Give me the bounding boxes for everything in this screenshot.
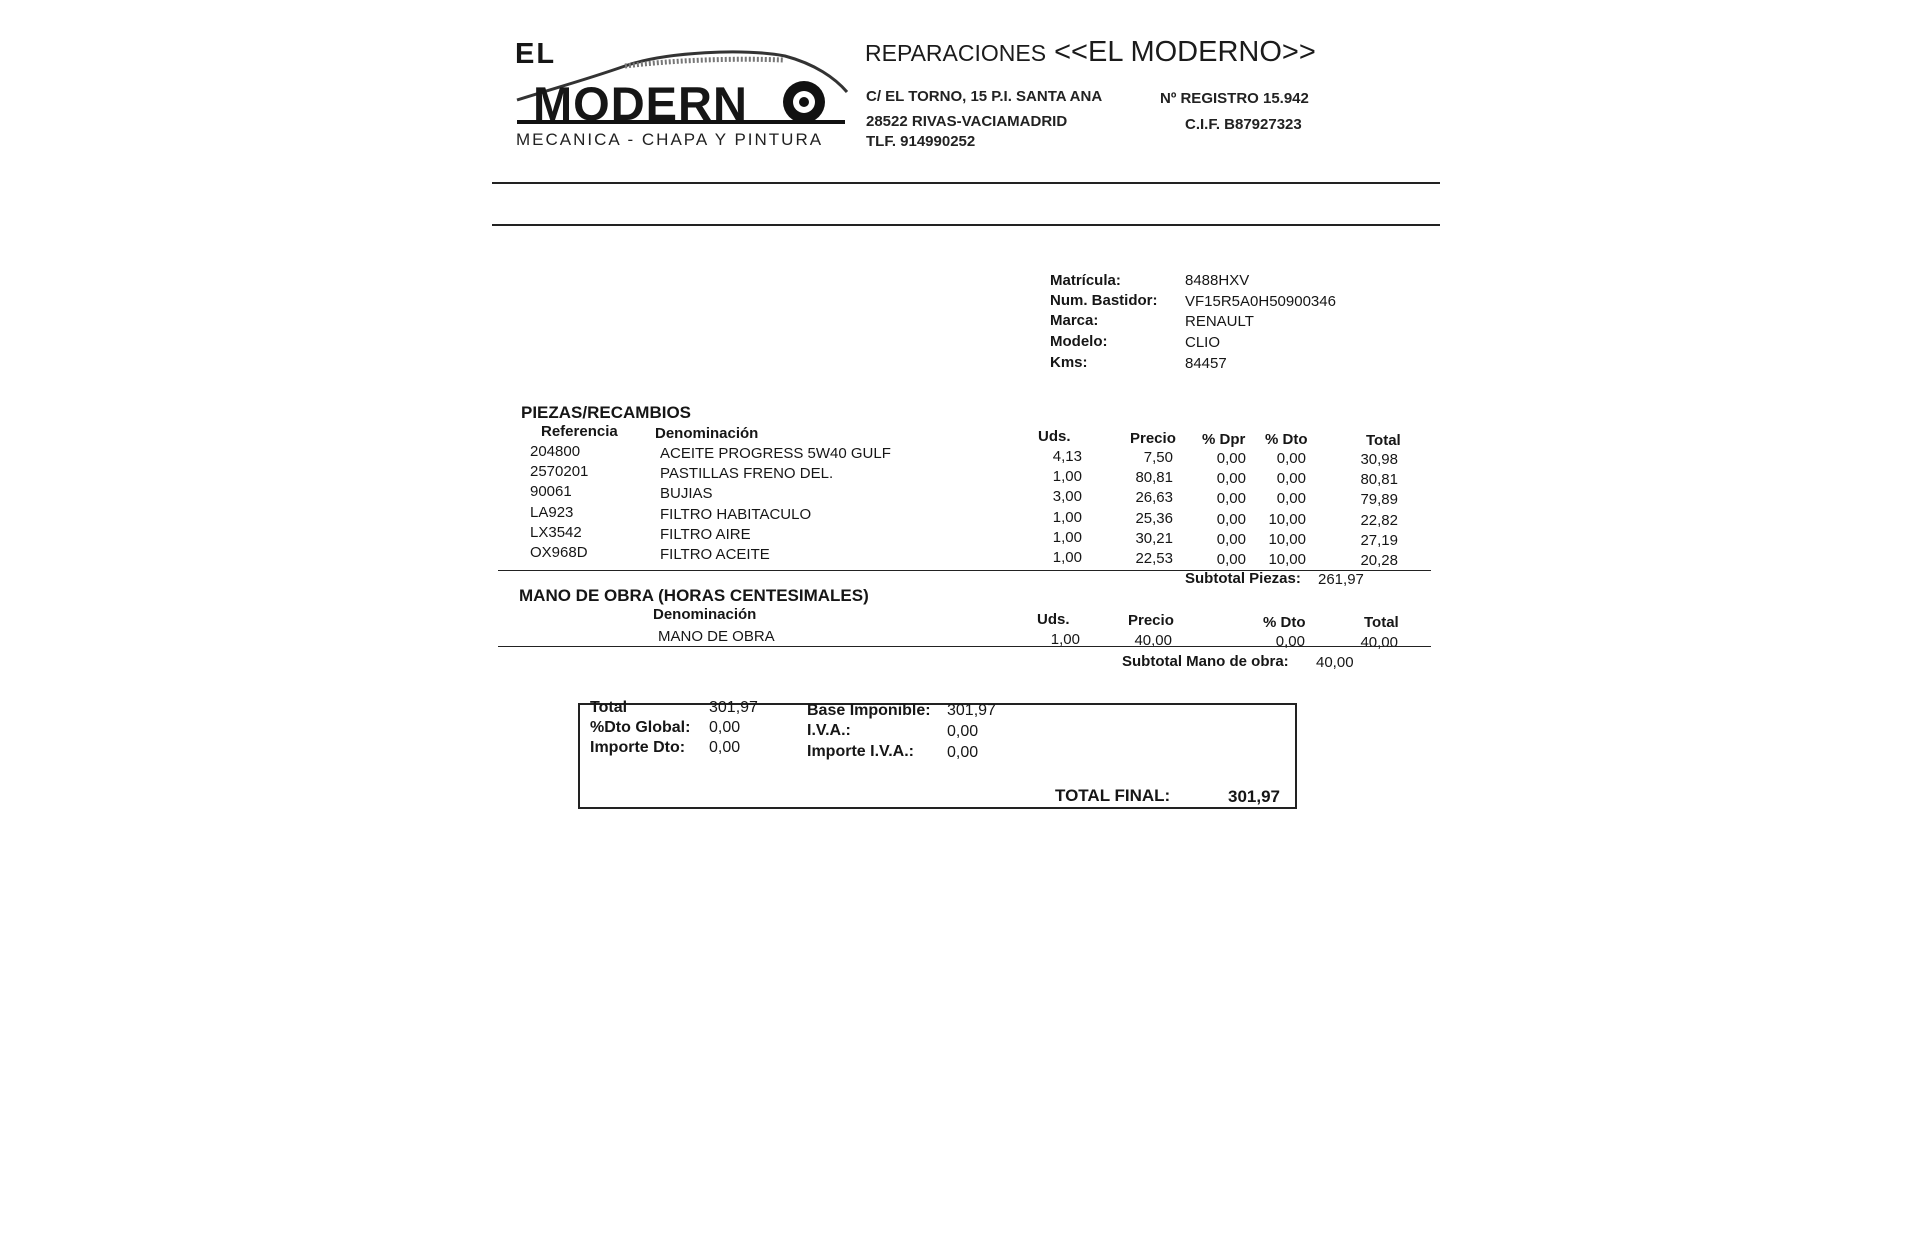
logo-el-text: EL [515,38,557,70]
labor-col-header-total: Total [1364,614,1399,631]
header-divider-top [492,182,1440,184]
matricula-label: Matrícula: [1050,272,1121,289]
bastidor-label: Num. Bastidor: [1050,292,1158,309]
labor-cell-den: MANO DE OBRA [658,628,775,645]
labor-cell-dto: 0,00 [1275,633,1305,650]
matricula-value: 8488HXV [1185,272,1250,289]
labor-col-header-denominacion: Denominación [653,606,757,623]
part-cell-uds: 1,00 [1052,549,1082,566]
labor-col-header-uds: Uds. [1037,611,1070,628]
col-header-dto: % Dto [1265,431,1308,448]
part-cell-ref: 2570201 [530,463,589,481]
part-cell-den: ACEITE PROGRESS 5W40 GULF [660,445,891,462]
logo-moderno-text: MODERN [533,77,748,130]
part-cell-dto: 0,00 [1276,470,1306,488]
marca-value: RENAULT [1185,313,1254,330]
part-cell-dpr: 0,00 [1216,551,1246,568]
dto-global-label: %Dto Global: [590,719,691,736]
total-final-value: 301,97 [1228,787,1280,806]
part-cell-den: PASTILLAS FRENO DEL. [660,465,834,483]
company-address-line1: C/ EL TORNO, 15 P.I. SANTA ANA [866,88,1103,105]
part-cell-dto: 10,00 [1268,551,1306,568]
part-cell-precio: 22,53 [1135,550,1173,567]
part-cell-dpr: 0,00 [1216,490,1246,508]
part-cell-ref: 204800 [530,443,581,460]
dto-global-value: 0,00 [709,719,741,736]
part-cell-precio: 26,63 [1135,489,1173,507]
part-cell-dto: 0,00 [1276,490,1306,508]
part-cell-dpr: 0,00 [1216,470,1246,488]
part-cell-ref: OX968D [530,544,588,561]
kms-label: Kms: [1050,354,1088,371]
part-cell-dpr: 0,00 [1216,530,1246,548]
part-cell-total: 27,19 [1360,531,1398,549]
wheel-icon [780,78,828,126]
col-header-total: Total [1366,432,1401,449]
importe-iva-label: Importe I.V.A.: [807,743,914,760]
parts-section-title: PIEZAS/RECAMBIOS [521,403,692,422]
part-cell-dpr: 0,00 [1216,450,1246,467]
kms-value: 84457 [1185,355,1227,372]
labor-section-title: MANO DE OBRA (HORAS CENTESIMALES) [519,586,869,605]
labor-cell-uds: 1,00 [1050,631,1080,648]
subtotal-mano-obra-label: Subtotal Mano de obra: [1122,653,1289,670]
part-cell-precio: 30,21 [1135,529,1173,547]
subtotal-piezas-value: 261,97 [1318,571,1364,588]
part-cell-den: BUJIAS [660,485,713,503]
logo-subtitle: MECANICA - CHAPA Y PINTURA [516,130,824,149]
company-cif: C.I.F. B87927323 [1185,116,1302,133]
subtotal-piezas-label: Subtotal Piezas: [1185,570,1301,587]
part-cell-ref: 90061 [530,483,572,501]
modelo-label: Modelo: [1050,333,1108,350]
total-final-label: TOTAL FINAL: [1055,786,1171,805]
part-cell-uds: 4,13 [1052,448,1082,465]
iva-label: I.V.A.: [807,722,851,739]
part-cell-ref: LA923 [530,503,574,521]
part-cell-precio: 80,81 [1135,469,1173,487]
part-cell-uds: 1,00 [1052,508,1082,526]
part-cell-total: 20,28 [1360,552,1398,569]
part-cell-dto: 10,00 [1268,510,1306,528]
col-header-denominacion: Denominación [655,425,759,442]
modelo-value: CLIO [1185,334,1221,351]
part-cell-total: 22,82 [1360,511,1398,529]
col-header-dpr: % Dpr [1202,431,1246,448]
part-cell-dpr: 0,00 [1216,510,1246,528]
iva-value: 0,00 [947,723,979,740]
col-header-uds: Uds. [1038,428,1071,445]
company-phone: TLF. 914990252 [866,133,976,150]
header-divider-bottom [492,224,1440,226]
importe-dto-label: Importe Dto: [590,739,686,756]
total-label: Total [590,699,628,716]
company-title-name: <<EL MODERNO>> [1054,36,1316,68]
subtotal-mano-obra-value: 40,00 [1316,654,1354,671]
labor-cell-precio: 40,00 [1134,632,1172,649]
part-cell-den: FILTRO AIRE [660,525,751,543]
labor-cell-total: 40,00 [1360,634,1398,651]
part-cell-dto: 10,00 [1268,530,1306,548]
bastidor-value: VF15R5A0H50900346 [1185,293,1336,310]
base-imponible-value: 301,97 [947,702,996,719]
part-cell-uds: 1,00 [1052,528,1082,546]
labor-col-header-dto: % Dto [1263,614,1306,631]
part-cell-total: 80,81 [1360,471,1398,489]
part-cell-dto: 0,00 [1276,450,1306,467]
total-value: 301,97 [709,699,758,716]
part-cell-ref: LX3542 [530,523,582,541]
part-cell-precio: 7,50 [1143,449,1173,466]
importe-iva-value: 0,00 [947,744,979,761]
part-cell-precio: 25,36 [1135,509,1173,527]
part-cell-total: 79,89 [1360,491,1398,509]
company-title [865,36,1316,69]
part-cell-uds: 3,00 [1052,488,1082,506]
part-cell-den: FILTRO HABITACULO [660,505,812,523]
labor-table-rule [498,646,1431,647]
part-cell-total: 30,98 [1360,451,1398,468]
company-address-line2: 28522 RIVAS-VACIAMADRID [866,113,1068,130]
col-header-precio: Precio [1130,430,1176,447]
importe-dto-value: 0,00 [709,739,741,756]
part-cell-den: FILTRO ACEITE [660,546,770,563]
marca-label: Marca: [1050,312,1099,329]
labor-col-header-precio: Precio [1128,612,1174,629]
part-cell-uds: 1,00 [1052,468,1082,486]
company-registro: Nº REGISTRO 15.942 [1160,90,1309,107]
col-header-referencia: Referencia [541,423,618,440]
base-imponible-label: Base Imponible: [807,702,931,719]
company-title-prefix: REPARACIONES [865,40,1047,66]
